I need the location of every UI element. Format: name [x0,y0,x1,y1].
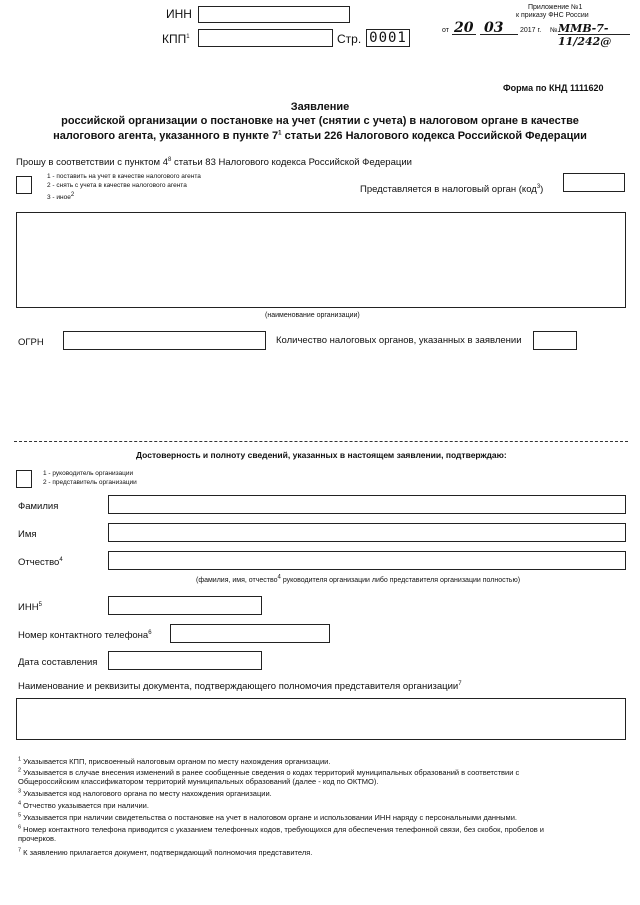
surname-field[interactable] [108,495,626,514]
request-option-3: 3 - иное$^2$ [47,191,75,201]
surname-label: Фамилия [18,501,59,512]
appendix-line1: Приложение №1 [528,4,583,11]
request-type-checkbox[interactable] [16,176,32,194]
footnote-4: $^4$ Отчество указывается при наличии. [18,800,149,810]
fio-caption: (фамилия, имя, отчество$^4$ руководителя организации либо представителя организации полностью) [196,574,521,584]
date-composed-label: Дата составления [18,657,98,668]
footnote-1: $^1$ Указывается КПП, присвоенный налоговым органом по месту нахождения организации. [18,756,331,766]
form-code: Форма по КНД 1111620 [503,83,604,93]
footnote-2-cont: Общероссийским классификатором территорий муниципальных образований (далее - код по ОКТМО). [18,777,379,786]
section-divider [14,441,628,442]
phone-field[interactable] [170,624,330,643]
tax-authority-code-field[interactable] [563,173,625,192]
date-month-line [480,34,518,35]
ogrn-field[interactable] [63,331,266,350]
date-month: 03 [484,20,504,36]
number-line [558,34,630,35]
tax-authorities-count-label: Количество налоговых органов, указанных в заявлении [276,335,522,346]
doc-title: Заявление [290,101,350,113]
organization-name-caption: (наименование организации) [265,312,360,319]
page-label: Стр. [337,32,362,46]
tax-authority-label: Представляется в налоговый орган (код$^3$) [360,183,544,195]
page-number-field[interactable]: 0001 [366,29,410,47]
doc-title-line2: российской организации о постановке на учет (снятии с учета) в налоговом органе в качестве [61,115,579,127]
authority-document-field[interactable] [16,698,626,740]
name-field[interactable] [108,523,626,542]
footnote-7: $^7$ К заявлению прилагается документ, подтверждающий полномочия представителя. [18,847,313,857]
date-day-line [452,34,476,35]
name-label: Имя [18,529,37,540]
date-year: 2017 г. [520,27,542,34]
organization-name-field[interactable] [16,212,626,308]
inn-label: ИНН [166,7,192,21]
inn-field[interactable] [198,6,350,23]
date-composed-field[interactable] [108,651,262,670]
signer-inn-label: ИНН$^5$ [18,601,42,613]
footnote-6: $^6$ Номер контактного телефона приводится с указанием телефонных кодов, требующихся для обеспечения телефонной связи, без скобок, пробелов и [18,824,544,834]
request-text: Прошу в соответствии с пунктом $4^8$ статьи 83 Налогового кодекса Российской Федерации [16,156,412,168]
doc-title-line3: налогового агента, указанного в пункте $7^1$ статьи 226 Налогового кодекса Российской Федерации [53,130,587,142]
patronymic-field[interactable] [108,551,626,570]
footnote-3: $^3$ Указывается код налогового органа по месту нахождения организации. [18,788,272,798]
signer-option-2: 2 - представитель организации [43,479,137,486]
confirmation-heading: Достоверность и полноту сведений, указанных в настоящем заявлении, подтверждаю: [136,450,507,460]
signer-type-checkbox[interactable] [16,470,32,488]
tax-authorities-count-field[interactable] [533,331,577,350]
footnote-6-cont: прочерков. [18,834,57,843]
footnote-2: $^2$ Указывается в случае внесения изменений в ранее сообщенные сведения о кодах территорий муниципальных образований в соответствии с [18,767,520,777]
number-prefix: № [550,27,558,34]
signer-inn-field[interactable] [108,596,262,615]
kpp-label: КПП$^1$ [162,32,190,46]
signer-option-1: 1 - руководитель организации [43,470,134,477]
authority-document-label: Наименование и реквизиты документа, подтверждающего полномочия представителя организации$^7$ [18,680,462,692]
request-option-1: 1 - поставить на учет в качестве налогового агента [47,173,201,180]
order-number: ММВ-7-11/242@ [558,22,612,48]
request-option-2: 2 - снять с учета в качестве налогового агента [47,182,187,189]
patronymic-label: Отчество$^4$ [18,556,63,568]
appendix-line2: к приказу ФНС России [516,12,589,19]
date-day: 20 [454,20,474,36]
kpp-field[interactable] [198,29,333,47]
phone-label: Номер контактного телефона$^6$ [18,629,152,641]
date-prefix: от [442,27,449,34]
footnote-5: $^5$ Указывается при наличии свидетельства о постановке на учет в налоговом органе и использовании ИНН наряду с персональными данными. [18,812,517,822]
ogrn-label: ОГРН [18,337,44,348]
